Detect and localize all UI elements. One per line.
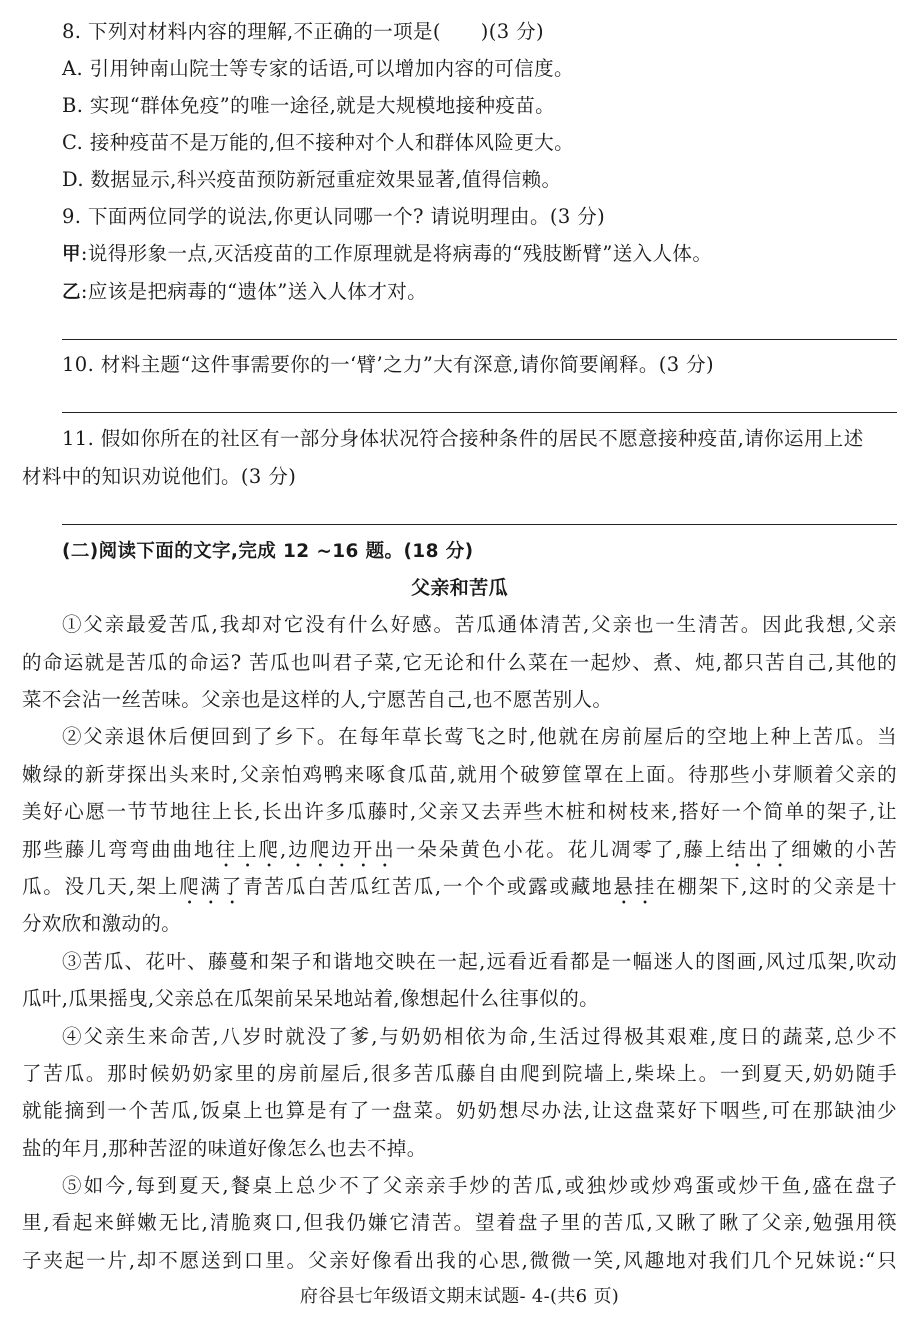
p2-line-1: ②父亲退休后便回到了乡下。在每年草长莺飞之时,他就在房前屋后的空地上种上苦瓜。当 [62,725,897,748]
jia-label: 甲 [62,244,81,265]
answer-line-10 [62,412,897,413]
p2-l4-text: 一朵朵黄色小花。花儿凋零了,藤上 [395,838,727,861]
p2-l5-text: 瓜。没几天,架上 [22,875,180,898]
p2-line-2: 嫩绿的新芽探出头来时,父亲怕鸡鸭来啄食瓜苗,就用个破箩筐罩在上面。待那些小芽顺着父亲的 [22,763,897,786]
p2-l5-text: 青苦瓜白苦瓜红苦瓜,一个个或露或藏地 [243,875,614,898]
p2-l4-text: , [280,838,287,861]
p1-line-1: ①父亲最爱苦瓜,我却对它没有什么好感。苦瓜通体清苦,父亲也一生清苦。因此我想,父亲 [62,613,897,636]
page-footer: 府谷县七年级语文期末试题- 4-(共6 页) [299,1286,620,1307]
jia-text: :说得形象一点,灭活疫苗的工作原理就是将病毒的“残肢断臂”送入人体。 [80,242,713,265]
p3-line-1: ③苦瓜、花叶、藤蔓和架子和谐地交映在一起,远看近看都是一幅迷人的图画,风过瓜架,吹动 [62,950,897,973]
p3-line-2: 瓜叶,瓜果摇曳,父亲总在瓜架前呆呆地站着,像想起什么往事似的。 [22,987,599,1010]
emphasized-word: 爬满了 [179,875,244,898]
p5-line-3: 子夹起一片,却不愿送到口里。父亲好像看出我的心思,微微一笑,风趣地对我们几个兄妹说:“只 [22,1249,897,1272]
p4-line-1: ④父亲生来命苦,八岁时就没了爹,与奶奶相依为命,生活过得极其艰难,度日的蔬菜,总少不 [62,1025,897,1048]
emphasized-word: 结出了 [726,838,792,861]
question-11-line-2: 材料中的知识劝说他们。(3 分) [22,465,297,488]
p1-line-3: 菜不会沾一丝苦味。父亲也是这样的人,宁愿苦自己,也不愿苦别人。 [22,688,613,711]
question-9-jia [62,241,897,268]
question-9-stem: 9. 下面两位同学的说法,你更认同哪一个? 请说明理由。(3 分) [62,205,606,228]
p2-l4-text: 那些藤儿弯弯曲曲地 [22,838,216,861]
p2-l4-text: 细嫩的小苦 [791,838,897,861]
p2-line-4 [22,837,897,872]
emphasized-word: 悬挂 [613,875,656,898]
yi-label: 乙 [62,282,81,303]
p5-line-2: 里,看起来鲜嫩无比,清脆爽口,但我仍嫌它清苦。望着盘子里的苦瓜,又瞅了瞅了父亲,勉强用筷 [22,1211,897,1234]
p2-line-6: 分欢欣和激动的。 [22,912,182,935]
emphasized-word: 边爬边开出 [286,838,396,861]
section-2-heading: (二)阅读下面的文字,完成 12 ~16 题。(18 分) [62,541,474,562]
p5-line-1: ⑤如今,每到夏天,餐桌上总少不了父亲亲手炒的苦瓜,或独炒或炒鸡蛋或炒干鱼,盛在盘子 [62,1174,897,1197]
p4-line-4: 盐的年月,那种苦涩的味道好像怎么也去不掉。 [22,1137,427,1160]
question-11-line-1: 11. 假如你所在的社区有一部分身体状况符合接种条件的居民不愿意接种疫苗,请你运用上述 [62,427,864,450]
answer-line-11 [62,524,897,525]
answer-line-9 [62,339,897,340]
p2-l5-text: 在棚架下,这时的父亲是十 [656,875,897,898]
question-10-stem: 10. 材料主题“这件事需要你的一‘臂’之力”大有深意,请你简要阐释。(3 分) [62,353,715,376]
article-title: 父亲和苦瓜 [410,577,508,599]
question-8-option-c: C. 接种疫苗不是万能的,但不接种对个人和群体风险更大。 [62,131,575,154]
question-8-option-b: B. 实现“群体免疫”的唯一途径,就是大规模地接种疫苗。 [62,94,556,117]
p4-line-2: 了苦瓜。那时候奶奶家里的房前屋后,很多苦瓜藤自由爬到院墙上,柴垛上。一到夏天,奶奶随手 [22,1062,897,1085]
question-8-stem: 8. 下列对材料内容的理解,不正确的一项是( )(3 分) [62,20,545,43]
p2-line-3: 美好心愿一节节地往上长,长出许多瓜藤时,父亲又去弄些木桩和树枝来,搭好一个简单的架子,让 [22,800,897,823]
question-9-yi [62,279,897,306]
emphasized-word: 往上爬 [215,838,281,861]
p4-line-3: 就能摘到一个苦瓜,饭桌上也算是有了一盘菜。奶奶想尽办法,让这盘菜好下咽些,可在那缺油少 [22,1099,897,1122]
p2-line-5 [22,874,897,909]
question-8-option-a: A. 引用钟南山院士等专家的话语,可以增加内容的可信度。 [62,57,574,80]
question-8-option-d: D. 数据显示,科兴疫苗预防新冠重症效果显著,值得信赖。 [62,168,562,191]
yi-text: :应该是把病毒的“遗体”送入人体才对。 [80,280,428,303]
p1-line-2: 的命运就是苦瓜的命运? 苦瓜也叫君子菜,它无论和什么菜在一起炒、煮、炖,都只苦自己,其他的 [22,651,897,674]
